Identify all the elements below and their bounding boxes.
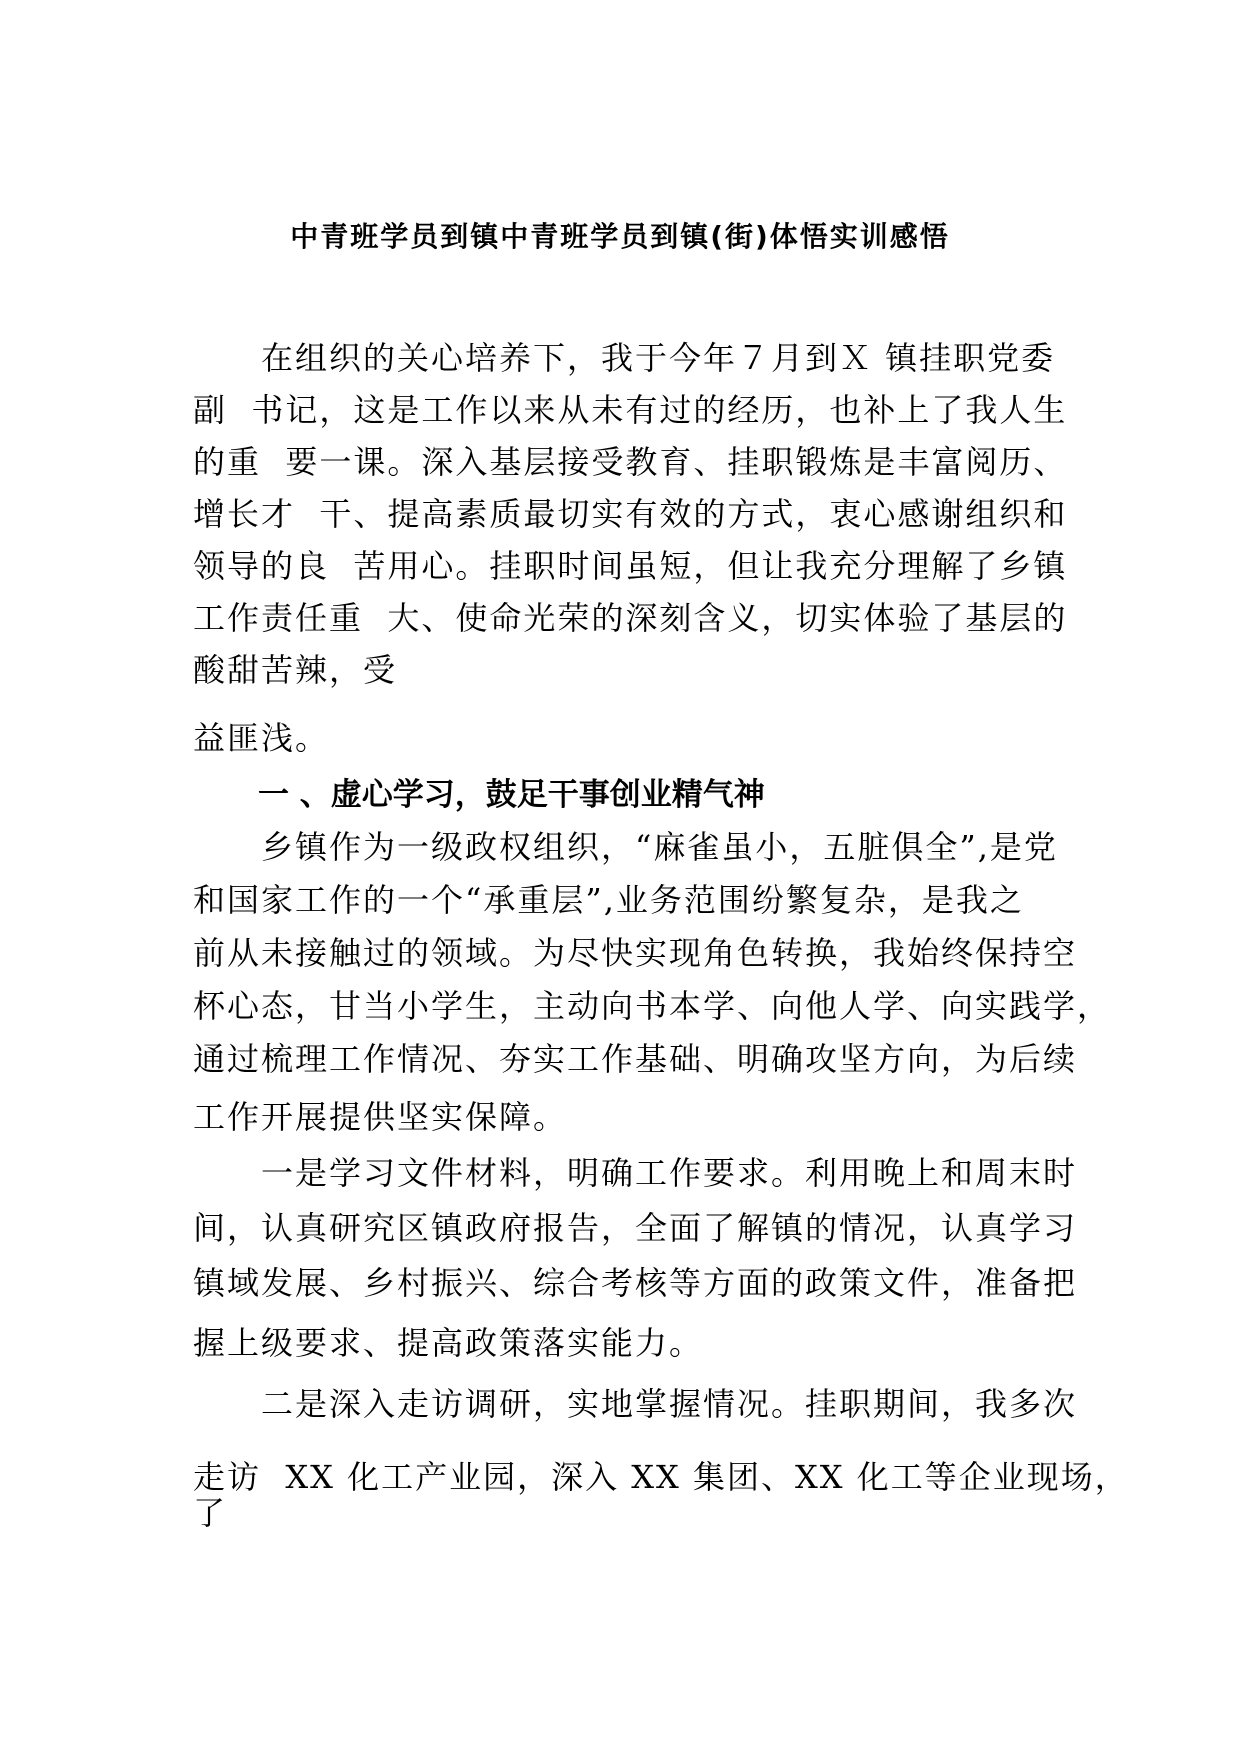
paragraph1-line: 工作责任重 大、使命光荣的深刻含义，切实体验了基层的 — [193, 599, 1068, 637]
paragraph4-line: 了 — [193, 1494, 228, 1532]
paragraph1-line: 酸甜苦辣，受 — [193, 651, 398, 689]
paragraph3-line: 间，认真研究区镇政府报告，全面了解镇的情况，认真学习 — [193, 1209, 1078, 1247]
section-heading: 一 、虚心学习，鼓足干事创业精气神 — [258, 777, 765, 813]
paragraph4-line: 二是深入走访调研，实地掌握情况。挂职期间，我多次 — [193, 1385, 1078, 1423]
paragraph4-line: 走访 XX 化工产业园，深入 XX 集团、XX 化工等企业现场， — [193, 1458, 1129, 1496]
paragraph1-line: 领导的良 苦用心。挂职时间虽短，但让我充分理解了乡镇 — [193, 547, 1068, 585]
paragraph3-line: 握上级要求、提高政策落实能力。 — [193, 1324, 704, 1362]
paragraph3-line: 镇域发展、乡村振兴、综合考核等方面的政策文件，准备把 — [193, 1264, 1078, 1302]
paragraph2-line: 前从未接触过的领域。为尽快实现角色转换，我始终保持空 — [193, 934, 1078, 972]
paragraph2-line: 乡镇作为一级政权组织，“麻雀虽小，五脏俱全”,是党 — [193, 828, 1058, 866]
paragraph2-line: 通过梳理工作情况、夯实工作基础、明确攻坚方向，为后续 — [193, 1040, 1078, 1078]
paragraph1-line: 益匪浅。 — [193, 719, 330, 757]
paragraph1-line: 的重 要一课。深入基层接受教育、挂职锻炼是丰富阅历、 — [193, 443, 1068, 481]
paragraph2-line: 杯心态，甘当小学生，主动向书本学、向他人学、向实践学， — [193, 987, 1112, 1025]
paragraph2-line: 和国家工作的一个“承重层”,业务范围纷繁复杂，是我之 — [193, 881, 1024, 919]
paragraph1-line: 增长才 干、提高素质最切实有效的方式，衷心感谢组织和 — [193, 495, 1068, 533]
paragraph2-line: 工作开展提供坚实保障。 — [193, 1098, 568, 1136]
paragraph1-line: 副 书记，这是工作以来从未有过的经历，也补上了我人生 — [193, 391, 1068, 429]
paragraph1-line: 在组织的关心培养下，我于今年７月到Ｘ 镇挂职党委 — [193, 339, 1056, 377]
paragraph3-line: 一是学习文件材料，明确工作要求。利用晚上和周末时 — [193, 1154, 1078, 1192]
document-title: 中青班学员到镇中青班学员到镇(街)体悟实训感悟 — [290, 220, 950, 253]
